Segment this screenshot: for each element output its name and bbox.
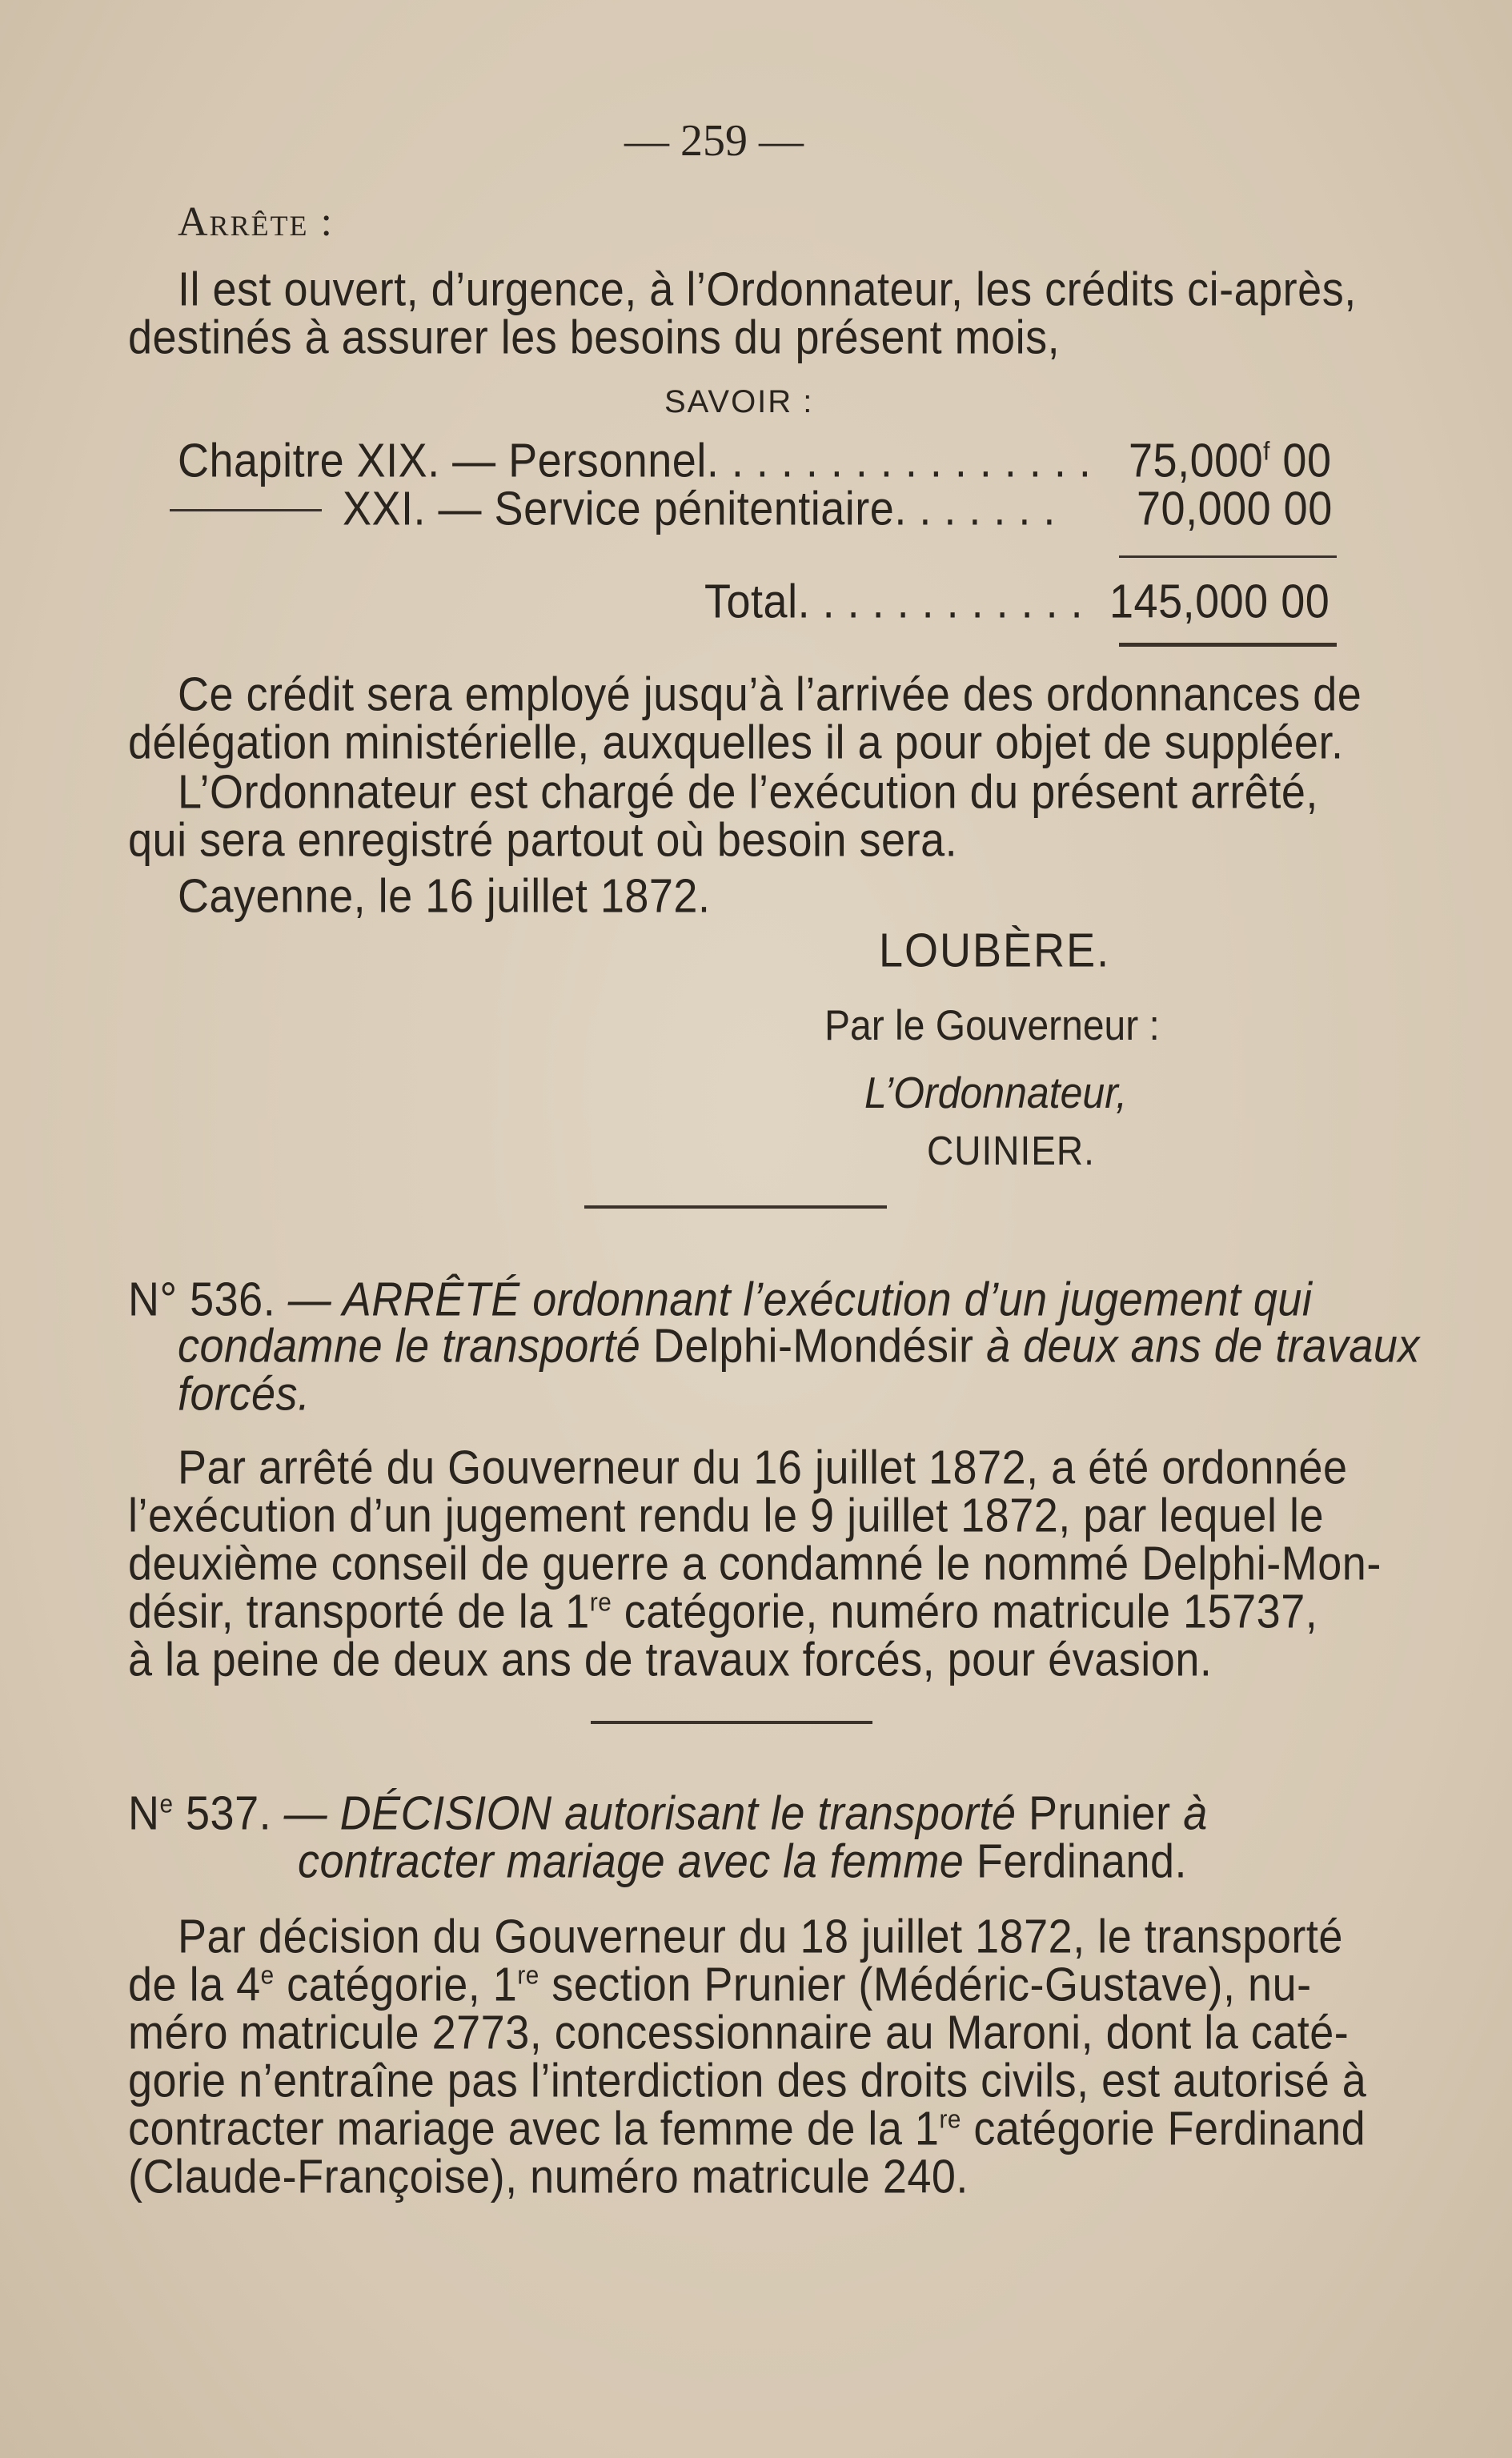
n536-body-4b: catégorie, numéro matricule 15737, (612, 1585, 1318, 1638)
n537-body-2-sup-1: e (260, 1961, 275, 1991)
n537-heading-line-2 (298, 1834, 1188, 1888)
n537-title: — DÉCISION autorisant le transporté (283, 1786, 1029, 1840)
total-rule (1119, 643, 1337, 647)
n537-body-line-5 (128, 2102, 1366, 2155)
franc-symbol: f (1263, 437, 1270, 467)
ordonnateur-paragraph-line-1: L’Ordonnateur est chargé de l’exécution du présent arrêté, (178, 765, 1318, 819)
n537-femme-name: Ferdinand. (976, 1834, 1188, 1888)
n537-number-sup: e (159, 1790, 174, 1819)
n536-heading-line-2 (178, 1319, 1420, 1373)
n536-body-4a: désir, transporté de la 1 (128, 1585, 590, 1638)
n536-body-line-5: à la peine de deux ans de travaux forcés, pour évasion. (128, 1633, 1213, 1686)
n537-body-line-1: Par décision du Gouverneur du 18 juillet 1872, le transporté (178, 1910, 1343, 1963)
section-divider-1 (584, 1205, 887, 1209)
n536-body-4-sup: re (589, 1588, 612, 1618)
ordonnateur-name: CUINIER. (927, 1127, 1095, 1173)
n537-number (128, 1787, 271, 1840)
n537-number-n: N (128, 1786, 160, 1840)
n537-body-2a: de la 4 (128, 1958, 261, 2011)
n537-transporte-name: Prunier (1029, 1786, 1171, 1840)
n537-body-line-2 (128, 1958, 1312, 2011)
intro-line-2: destinés à assurer les besoins du présent mois, (128, 311, 1061, 364)
n536-transporte-name: Delphi-Mondésir (652, 1319, 974, 1373)
date-line: Cayenne, le 16 juillet 1872. (178, 869, 711, 923)
signature-name: LOUBÈRE. (879, 924, 1111, 977)
arrete-heading: Arrête : (178, 199, 334, 245)
n536-body-line-3: deuxième conseil de guerre a condamné le nommé Delphi-Mon- (128, 1537, 1382, 1590)
n536-title-part-c: à deux ans de travaux (973, 1319, 1420, 1373)
ordonnateur-title: L’Ordonnateur, (864, 1068, 1128, 1118)
n536-heading-line-3: forcés. (178, 1367, 311, 1421)
total-amount: 145,000 00 (1109, 575, 1330, 628)
n536-heading-line-1 (128, 1273, 1313, 1326)
credit-paragraph-line-2: délégation ministérielle, auxquelles il a pour objet de suppléer. (128, 716, 1344, 769)
credit-row-2-label: XXI. — Service pénitentiaire. . . . . . . (343, 482, 1056, 535)
section-divider-2 (591, 1721, 872, 1724)
n537-body-2-sup-2: re (517, 1961, 539, 1991)
credit-row-2-amount: 70,000 00 (1137, 482, 1333, 535)
n537-body-2b: catégorie, 1 (274, 1958, 518, 2011)
credit-paragraph-line-1: Ce crédit sera employé jusqu’à l’arrivée des ordonnances de (178, 668, 1362, 721)
n537-body-2c: section Prunier (Médéric-Gustave), nu- (539, 1958, 1312, 2011)
n537-title-part-a: contracter mariage avec la femme (298, 1834, 977, 1888)
credit-row-1-cents: 00 (1269, 434, 1332, 487)
n537-body-line-3: méro matricule 2773, concessionnaire au Maroni, dont la caté- (128, 2006, 1350, 2059)
n537-body-line-6: (Claude-Françoise), numéro matricule 240. (128, 2150, 969, 2203)
sum-rule (1119, 555, 1337, 558)
n537-number-rest: 537. (173, 1786, 272, 1840)
n537-body-5-sup: re (939, 2105, 961, 2135)
intro-line-1: Il est ouvert, d’urgence, à l’Ordonnateur, les crédits ci-après, (178, 263, 1357, 316)
n536-number: N° 536. (128, 1273, 276, 1326)
savoir-label: SAVOIR : (664, 384, 814, 419)
credit-row-1-label: Chapitre XIX. — Personnel. . . . . . . . . . . . . . . . (178, 434, 1092, 487)
ditto-dash (170, 509, 322, 511)
n536-title-part-a: condamne le transporté (178, 1319, 653, 1373)
n537-body-5b: catégorie Ferdinand (961, 2102, 1366, 2155)
credit-row-1-amount (1129, 434, 1332, 487)
credit-row-1-value: 75,000 (1129, 434, 1264, 487)
total-label: Total. . . . . . . . . . . . (704, 575, 1084, 628)
n536-body-line-1: Par arrêté du Gouverneur du 16 juillet 1872, a été ordonnée (178, 1441, 1348, 1494)
n537-title-a: à (1170, 1786, 1208, 1840)
ordonnateur-paragraph-line-2: qui sera enregistré partout où besoin sera. (128, 813, 958, 867)
n536-body-line-2: l’exécution d’un jugement rendu le 9 juillet 1872, par lequel le (128, 1489, 1324, 1542)
n537-body-5a: contracter mariage avec la femme de la 1 (128, 2102, 940, 2155)
n536-body-line-4 (128, 1585, 1318, 1638)
n537-heading-line-1 (128, 1786, 1208, 1840)
par-le-gouverneur: Par le Gouverneur : (824, 1002, 1160, 1049)
n536-title: — ARRÊTÉ ordonnant l’exécution d’un jugement qui (287, 1273, 1313, 1326)
page-number: — 259 — (624, 116, 804, 166)
n537-body-line-4: gorie n’entraîne pas l’interdiction des droits civils, est autorisé à (128, 2054, 1367, 2107)
